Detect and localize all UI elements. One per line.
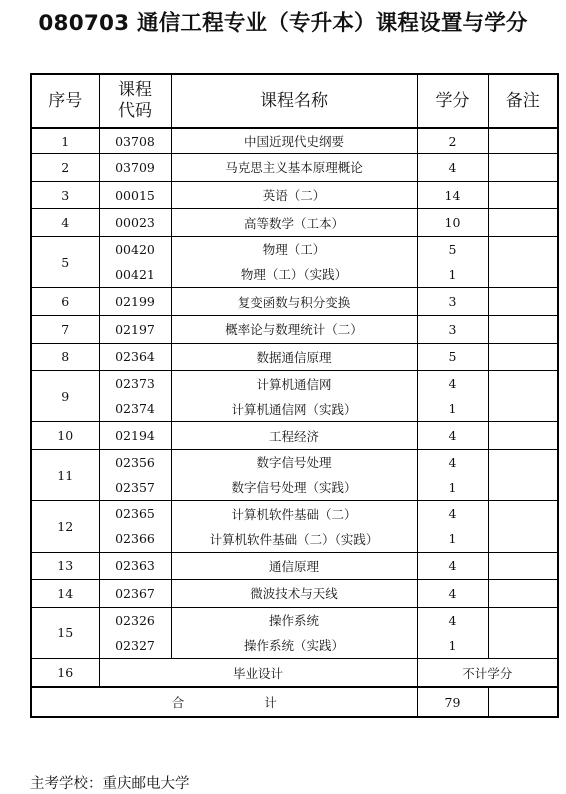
graduation-row [31, 659, 558, 688]
course-remark [488, 237, 558, 288]
course-remark [488, 422, 558, 450]
total-label: 合 计 [171, 695, 315, 711]
course-remark [488, 288, 558, 316]
course-credit: 10 [417, 209, 488, 237]
course-name: 通信原理 [171, 552, 417, 580]
course-credit: 5 [417, 343, 488, 371]
total-remark [488, 687, 558, 717]
course-credit: 4 [417, 371, 488, 396]
course-name: 物理（工）（实践） [171, 262, 417, 288]
total-row [31, 687, 558, 717]
course-remark [488, 154, 558, 182]
table-row [31, 422, 558, 450]
course-credit: 5 [417, 237, 488, 262]
course-credit: 3 [417, 315, 488, 343]
course-credit: 4 [417, 552, 488, 580]
course-code: 02356 [99, 450, 171, 475]
header-name: 课程名称 [171, 74, 417, 128]
header-credit: 学分 [417, 74, 488, 128]
course-code: 03708 [99, 128, 171, 154]
course-credit: 3 [417, 288, 488, 316]
course-name: 计算机软件基础（二） [171, 501, 417, 526]
course-remark [488, 343, 558, 371]
table-row [31, 526, 558, 552]
header-code [99, 74, 171, 128]
course-remark [488, 209, 558, 237]
course-table [30, 73, 559, 718]
course-credit: 4 [417, 450, 488, 475]
course-name: 计算机通信网 [171, 371, 417, 396]
course-credit: 2 [417, 128, 488, 154]
header-remark: 备注 [488, 74, 558, 128]
course-credit: 4 [417, 580, 488, 608]
course-name: 计算机软件基础（二）（实践） [171, 526, 417, 552]
table-row [31, 475, 558, 501]
course-code: 03709 [99, 154, 171, 182]
table-row [31, 209, 558, 237]
course-name: 操作系统 [171, 607, 417, 632]
total-label-cell [31, 687, 417, 717]
row-index: 7 [31, 315, 99, 343]
table-row [31, 237, 558, 262]
course-code: 02373 [99, 371, 171, 396]
row-index: 11 [31, 450, 99, 501]
row-index: 9 [31, 371, 99, 422]
course-remark [488, 607, 558, 658]
row-index: 13 [31, 552, 99, 580]
course-remark [488, 128, 558, 154]
graduation-name: 毕业设计 [99, 659, 417, 688]
course-remark [488, 450, 558, 501]
course-name: 工程经济 [171, 422, 417, 450]
row-index: 15 [31, 607, 99, 658]
course-code: 02326 [99, 607, 171, 632]
header-code-line1: 课程 [118, 80, 152, 100]
course-name: 复变函数与积分变换 [171, 288, 417, 316]
row-index: 2 [31, 154, 99, 182]
course-remark [488, 315, 558, 343]
table-row [31, 181, 558, 209]
course-remark [488, 580, 558, 608]
course-credit: 14 [417, 181, 488, 209]
total-credit: 79 [417, 687, 488, 717]
page-title: 080703 通信工程专业（专升本）课程设置与学分 [38, 11, 528, 36]
course-code: 02363 [99, 552, 171, 580]
course-name: 数字信号处理（实践） [171, 475, 417, 501]
course-credit: 1 [417, 632, 488, 658]
course-credit: 1 [417, 262, 488, 288]
course-code: 00421 [99, 262, 171, 288]
row-index: 4 [31, 209, 99, 237]
course-code: 02197 [99, 315, 171, 343]
course-credit: 1 [417, 475, 488, 501]
course-code: 00023 [99, 209, 171, 237]
course-code: 02374 [99, 396, 171, 422]
course-name: 数字信号处理 [171, 450, 417, 475]
course-name: 计算机通信网（实践） [171, 396, 417, 422]
row-index: 10 [31, 422, 99, 450]
row-index: 5 [31, 237, 99, 288]
row-index: 3 [31, 181, 99, 209]
course-name: 概率论与数理统计（二） [171, 315, 417, 343]
course-credit: 1 [417, 396, 488, 422]
course-credit: 4 [417, 422, 488, 450]
table-row [31, 128, 558, 154]
course-name: 物理（工） [171, 237, 417, 262]
table-row [31, 262, 558, 288]
course-remark [488, 371, 558, 422]
header-index: 序号 [31, 74, 99, 128]
row-index: 8 [31, 343, 99, 371]
table-row [31, 501, 558, 526]
course-credit: 4 [417, 501, 488, 526]
row-index: 12 [31, 501, 99, 552]
table-row [31, 450, 558, 475]
exam-school: 主考学校：重庆邮电大学 [30, 776, 190, 792]
header-code-line2: 代码 [118, 101, 152, 121]
course-code: 02199 [99, 288, 171, 316]
course-code: 02366 [99, 526, 171, 552]
course-credit: 4 [417, 607, 488, 632]
table-row [31, 315, 558, 343]
course-code: 02365 [99, 501, 171, 526]
table-row [31, 632, 558, 658]
course-remark [488, 552, 558, 580]
table-row [31, 607, 558, 632]
table-row [31, 288, 558, 316]
course-code: 00015 [99, 181, 171, 209]
course-credit: 4 [417, 154, 488, 182]
course-code: 02367 [99, 580, 171, 608]
course-code: 02357 [99, 475, 171, 501]
table-row [31, 154, 558, 182]
table-row [31, 371, 558, 396]
course-remark [488, 501, 558, 552]
header-row [31, 74, 558, 128]
course-name: 英语（二） [171, 181, 417, 209]
course-code: 02194 [99, 422, 171, 450]
table-row [31, 552, 558, 580]
course-credit: 1 [417, 526, 488, 552]
course-name: 中国近现代史纲要 [171, 128, 417, 154]
course-remark [488, 181, 558, 209]
row-index: 1 [31, 128, 99, 154]
course-code: 02364 [99, 343, 171, 371]
course-name: 微波技术与天线 [171, 580, 417, 608]
table-row [31, 580, 558, 608]
course-code: 02327 [99, 632, 171, 658]
row-index: 6 [31, 288, 99, 316]
course-name: 马克思主义基本原理概论 [171, 154, 417, 182]
course-code: 00420 [99, 237, 171, 262]
row-index: 16 [31, 659, 99, 688]
table-row [31, 343, 558, 371]
course-name: 操作系统（实践） [171, 632, 417, 658]
course-name: 数据通信原理 [171, 343, 417, 371]
graduation-credit: 不计学分 [417, 659, 558, 688]
row-index: 14 [31, 580, 99, 608]
table-row [31, 396, 558, 422]
course-name: 高等数学（工本） [171, 209, 417, 237]
